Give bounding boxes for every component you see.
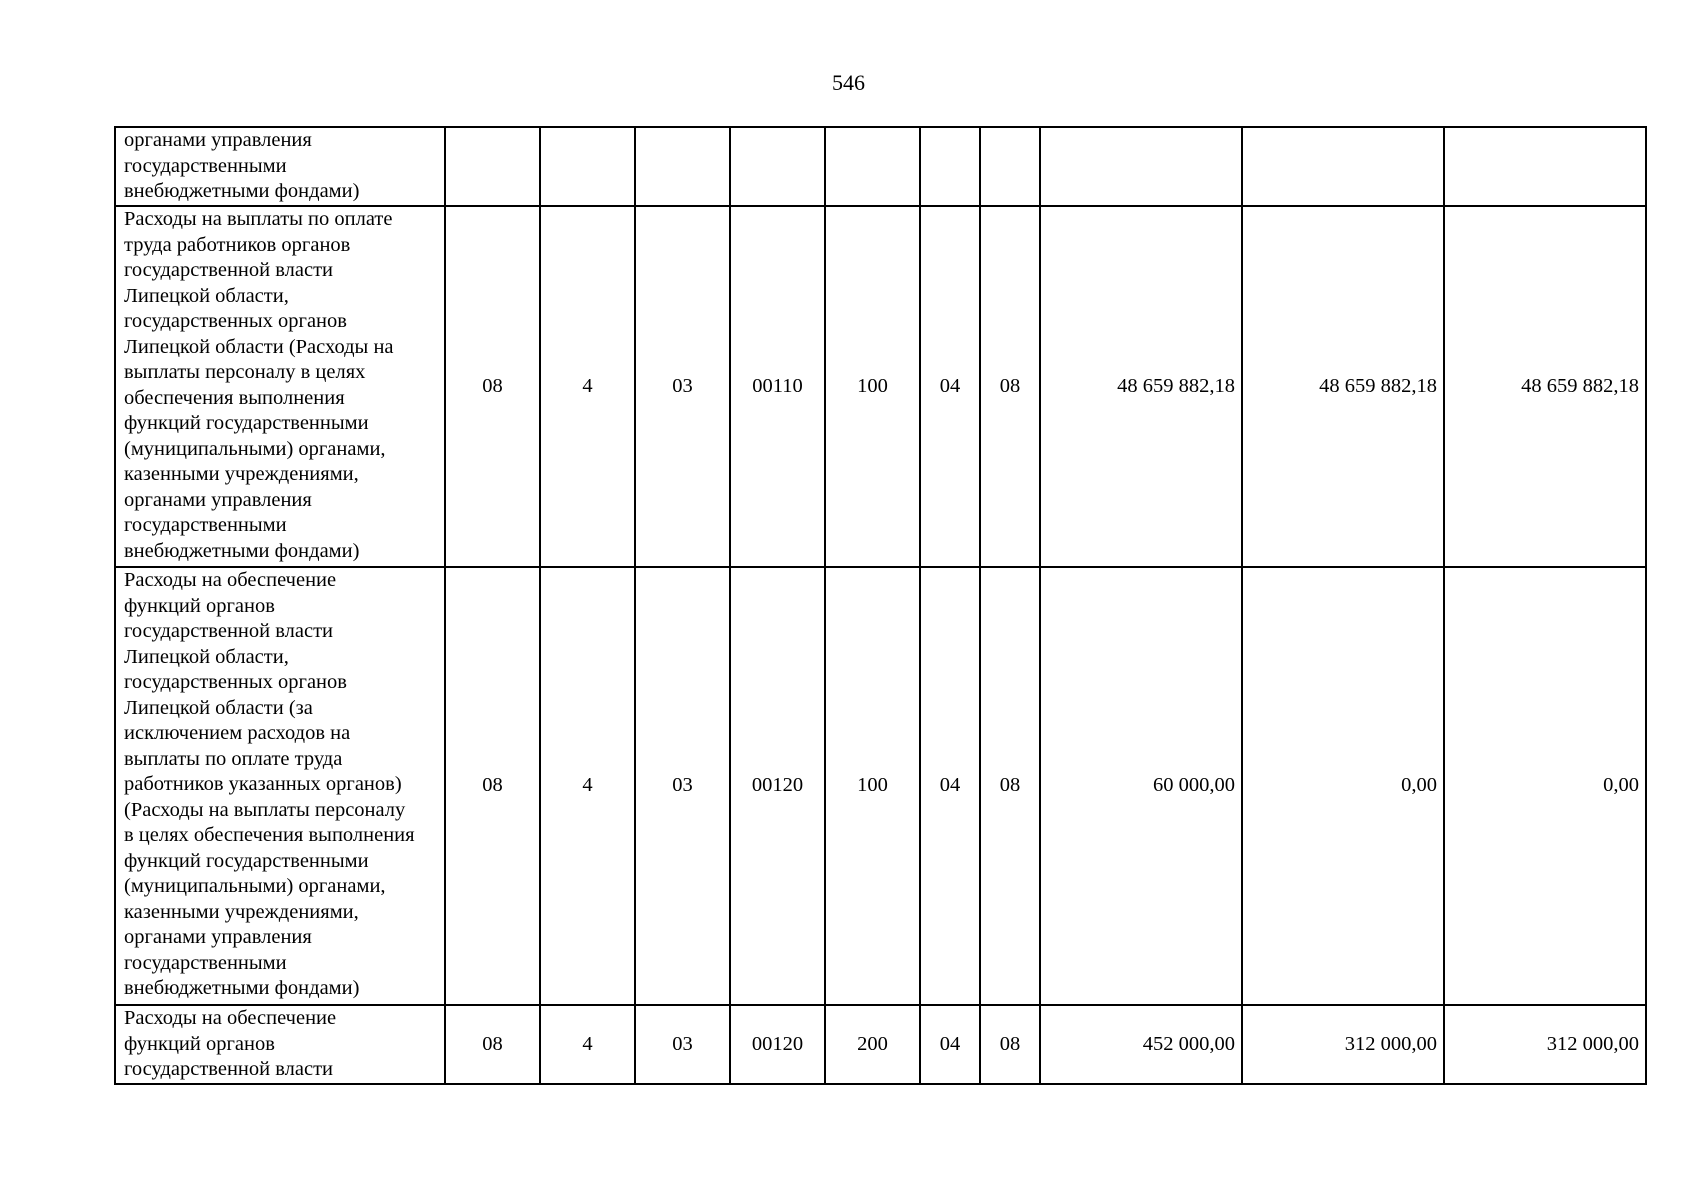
subprogram-code-cell: 4 xyxy=(540,567,635,1005)
amount-cell-3: 312 000,00 xyxy=(1444,1005,1646,1084)
budget-table xyxy=(114,126,1647,1085)
amount-cell-2: 312 000,00 xyxy=(1242,1005,1444,1084)
section-code-cell: 04 xyxy=(920,206,980,567)
subsection-code-cell: 08 xyxy=(980,1005,1040,1084)
row-description: Расходы на обеспечение функций органов государственной власти Липецкой области, государственных органов Липецкой области (за исключением расходов на выплаты по оплате труда работников указанных органов) (Расходы на выплаты персоналу в целях обеспечения выполнения функций государственными (муниципальными) органами, казенными учреждениями, органами управления государственными внебюджетными фондами) xyxy=(115,567,445,1005)
table-row xyxy=(115,1005,1646,1084)
amount-cell-1: 60 000,00 xyxy=(1040,567,1242,1005)
row-description: Расходы на выплаты по оплате труда работников органов государственной власти Липецкой области, государственных органов Липецкой области (Расходы на выплаты персоналу в целях обеспечения выполнения функций государственными (муниципальными) органами, казенными учреждениями, органами управления государственными внебюджетными фондами) xyxy=(115,206,445,567)
direction-code-cell xyxy=(730,127,825,206)
direction-code-cell: 00120 xyxy=(730,567,825,1005)
main-activity-code-cell: 03 xyxy=(635,206,730,567)
main-activity-code-cell: 03 xyxy=(635,1005,730,1084)
expense-type-cell xyxy=(825,127,920,206)
program-code-cell: 08 xyxy=(445,206,540,567)
amount-cell-3 xyxy=(1444,127,1646,206)
section-code-cell: 04 xyxy=(920,567,980,1005)
row-description: Расходы на обеспечение функций органов государственной власти xyxy=(115,1005,445,1084)
expense-type-cell: 200 xyxy=(825,1005,920,1084)
amount-cell-2 xyxy=(1242,127,1444,206)
page-number: 546 xyxy=(832,70,865,95)
amount-cell-1 xyxy=(1040,127,1242,206)
direction-code-cell: 00110 xyxy=(730,206,825,567)
table-row xyxy=(115,567,1646,1005)
subprogram-code-cell xyxy=(540,127,635,206)
table-row xyxy=(115,206,1646,567)
direction-code-cell: 00120 xyxy=(730,1005,825,1084)
program-code-cell xyxy=(445,127,540,206)
amount-cell-3: 0,00 xyxy=(1444,567,1646,1005)
program-code-cell: 08 xyxy=(445,1005,540,1084)
amount-cell-1: 452 000,00 xyxy=(1040,1005,1242,1084)
amount-cell-2: 48 659 882,18 xyxy=(1242,206,1444,567)
main-activity-code-cell xyxy=(635,127,730,206)
amount-cell-1: 48 659 882,18 xyxy=(1040,206,1242,567)
subsection-code-cell xyxy=(980,127,1040,206)
expense-type-cell: 100 xyxy=(825,206,920,567)
program-code-cell: 08 xyxy=(445,567,540,1005)
subprogram-code-cell: 4 xyxy=(540,206,635,567)
amount-cell-3: 48 659 882,18 xyxy=(1444,206,1646,567)
section-code-cell xyxy=(920,127,980,206)
subprogram-code-cell: 4 xyxy=(540,1005,635,1084)
section-code-cell: 04 xyxy=(920,1005,980,1084)
amount-cell-2: 0,00 xyxy=(1242,567,1444,1005)
subsection-code-cell: 08 xyxy=(980,567,1040,1005)
row-description: органами управления государственными внебюджетными фондами) xyxy=(115,127,445,206)
table-row xyxy=(115,127,1646,206)
expense-type-cell: 100 xyxy=(825,567,920,1005)
subsection-code-cell: 08 xyxy=(980,206,1040,567)
main-activity-code-cell: 03 xyxy=(635,567,730,1005)
